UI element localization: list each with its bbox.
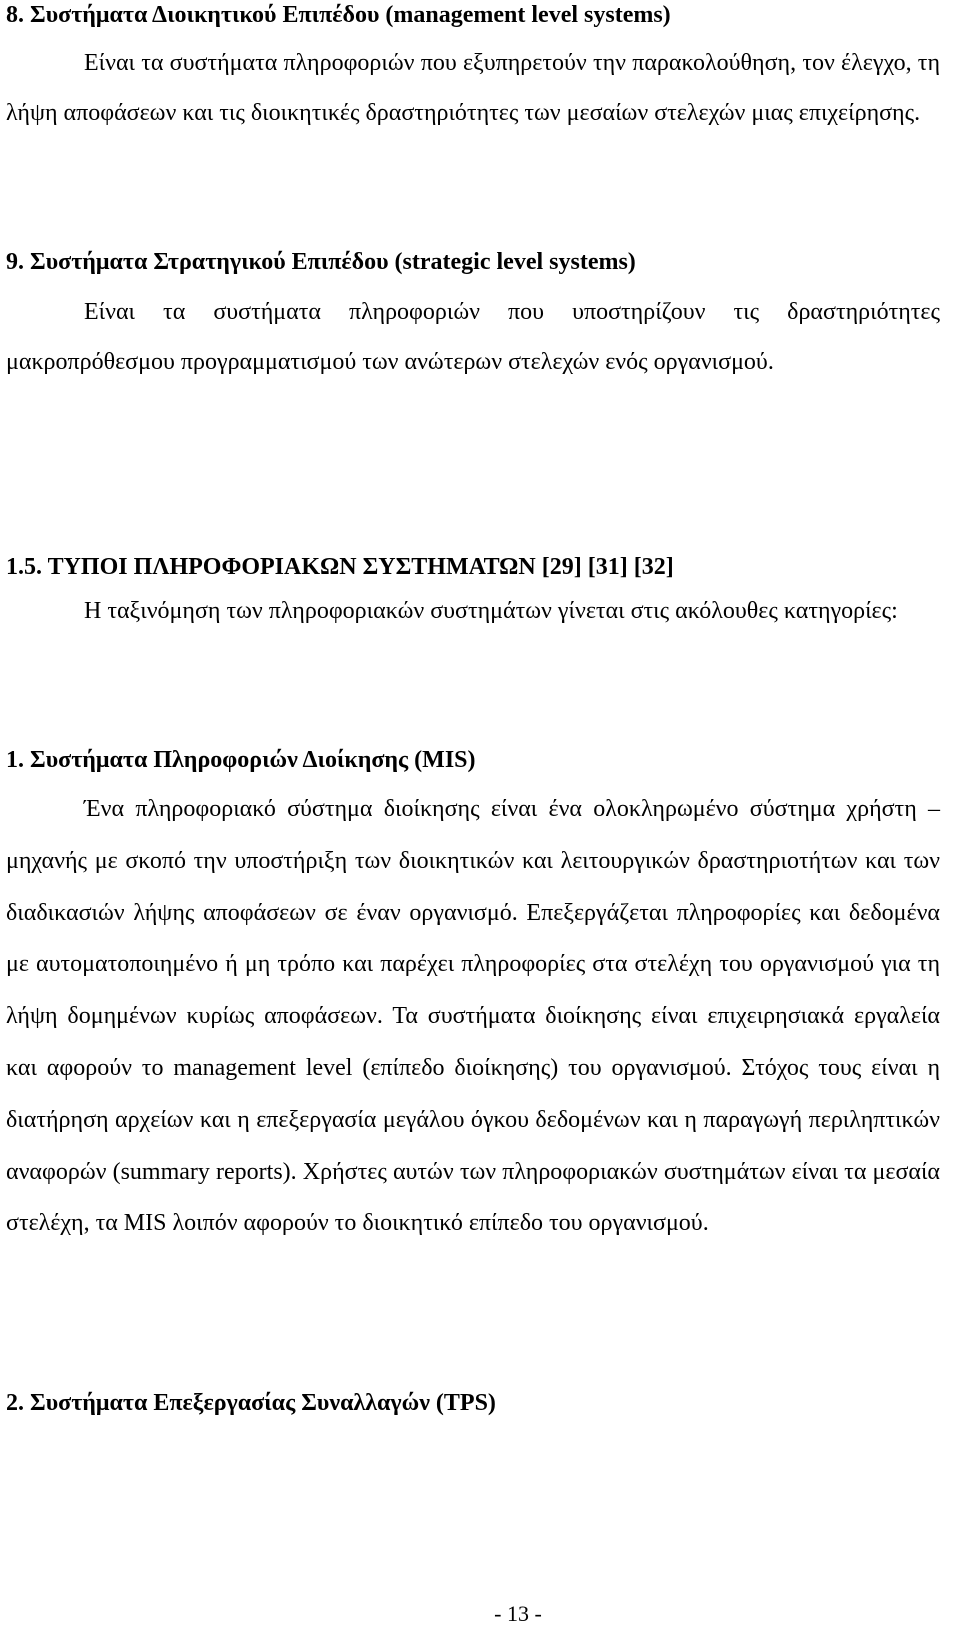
section-heading-mis: 1. Συστήματα Πληροφοριών Διοίκησης (MIS) [6,747,476,773]
section-body-types-of-is: Η ταξινόμηση των πληροφοριακών συστημάτων γίνεται στις ακόλουθες κατηγορίες: [84,598,898,624]
section-body-mis: Ένα πληροφοριακό σύστημα διοίκησης είναι ένα ολοκληρωμένο σύστημα χρήστη – μηχανής με σκοπό την υποστήριξη των διοικητικών και λειτουργικών δραστηριοτήτων και των διαδικασιών λήψης αποφάσεων σε έναν οργανισμό. Επεξεργάζεται πληροφορίες και δεδομένα με αυτοματοποιημένο ή μη τρόπο και παρέχει πληροφορίες στα στελέχη του οργανισμού για τη λήψη δομημένων κυρίως αποφάσεων. Τα συστήματα διοίκησης είναι επιχειρησιακά εργαλεία και αφορούν το management level (επίπεδο διοίκησης) του οργανισμού. Στόχος τους είναι η διατήρηση αρχείων και η επεξεργασία μεγάλου όγκου δεδομένων και η παραγωγή περιληπτικών αναφορών (summary reports). Χρήστες αυτών των πληροφοριακών συστημάτων είναι τα μεσαία στελέχη, τα MIS λοιπόν αφορούν το διοικητικό επίπεδο του οργανισμού. [6,796,940,1237]
section-heading-tps: 2. Συστήματα Επεξεργασίας Συναλλαγών (TPS) [6,1390,496,1416]
section-body-management-level: Είναι τα συστήματα πληροφοριών που εξυπηρετούν την παρακολούθηση, τον έλεγχο, τη λήψη αποφάσεων και τις διοικητικές δραστηριότητες των μεσαίων στελεχών μιας επιχείρησης. [6,50,940,126]
section-body-strategic-level: Είναι τα συστήματα πληροφοριών που υποστηρίζουν τις δραστηριότητες μακροπρόθεσμου προγραμματισμού των ανώτερων στελεχών ενός οργανισμού. [6,299,940,375]
page-footer [0,1602,960,1626]
section-heading-strategic-level: 9. Συστήματα Στρατηγικού Επιπέδου (strategic level systems) [6,249,636,275]
section-heading-management-level: 8. Συστήματα Διοικητικού Επιπέδου (management level systems) [6,2,671,28]
page-number: - 13 - [494,1601,542,1626]
section-heading-types-of-is: 1.5. ΤΥΠΟΙ ΠΛΗΡΟΦΟΡΙΑΚΩΝ ΣΥΣΤΗΜΑΤΩΝ [29] [31] [32] [6,554,674,580]
